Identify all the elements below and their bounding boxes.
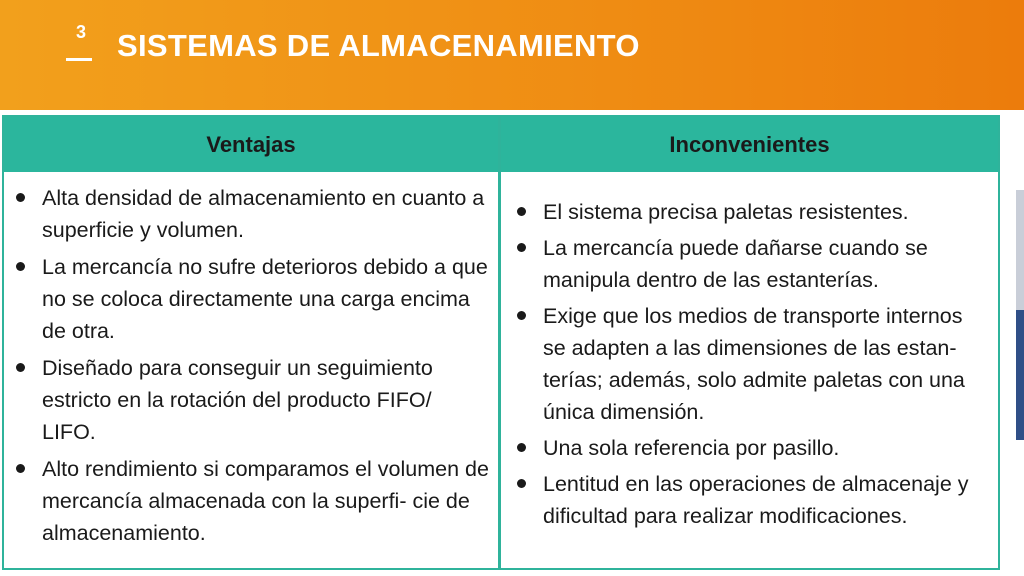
bullet-icon [16,464,25,473]
list-item-text: Exige que los medios de transporte internos se adapten a las dimensiones de las estan- terías; además, solo admite paletas con una única dimensión. [543,304,965,424]
inconvenientes-column [501,172,998,536]
list-item [12,182,490,246]
list-item-text: Alto rendimiento si comparamos el volumen de mercancía almacenada con la superfi- cie de almacenamiento. [42,457,489,545]
list-item-text: Diseñado para conseguir un seguimiento estricto en la rotación del producto FIFO/ LIFO. [42,356,433,444]
list-item [513,232,988,296]
bullet-icon [16,363,25,372]
list-item-text: Alta densidad de almacenamiento en cuanto a superficie y volumen. [42,186,485,242]
bullet-icon [517,479,526,488]
list-item [513,300,988,428]
bullet-icon [16,262,25,271]
list-item [513,196,988,228]
inconvenientes-list [513,196,988,532]
list-item-text: El sistema precisa paletas resistentes. [543,200,909,224]
list-item-text: La mercancía puede dañarse cuando se manipula dentro de las estanterías. [543,236,928,292]
right-accent-bars [1012,110,1024,576]
comparison-table [2,115,1000,570]
bullet-icon [16,193,25,202]
table-header-row [4,117,998,172]
column-header-ventajas: Ventajas [206,132,296,157]
slide-number: 3 [75,22,86,42]
list-item [513,432,988,464]
slide-header [0,0,1024,110]
list-item [12,352,490,448]
accent-bar-gray [1016,190,1024,310]
accent-bar-navy [1016,310,1024,440]
list-item [12,251,490,347]
ventajas-list [12,182,490,549]
list-item [513,468,988,532]
list-item [12,453,490,549]
bullet-icon [517,443,526,452]
list-item-text: Lentitud en las operaciones de almacenaje y dificultad para realizar modificaciones. [543,472,969,528]
ventajas-column [4,172,498,554]
column-header-inconvenientes: Inconvenientes [669,132,830,157]
list-item-text: La mercancía no sufre deterioros debido a que no se coloca directamente una carga encima de otra. [42,255,488,343]
slide-number-underline [66,58,92,61]
slide-title: SISTEMAS DE ALMACENAMIENTO [117,28,640,63]
list-item-text: Una sola referencia por pasillo. [543,436,840,460]
bullet-icon [517,243,526,252]
bullet-icon [517,311,526,320]
bullet-icon [517,207,526,216]
